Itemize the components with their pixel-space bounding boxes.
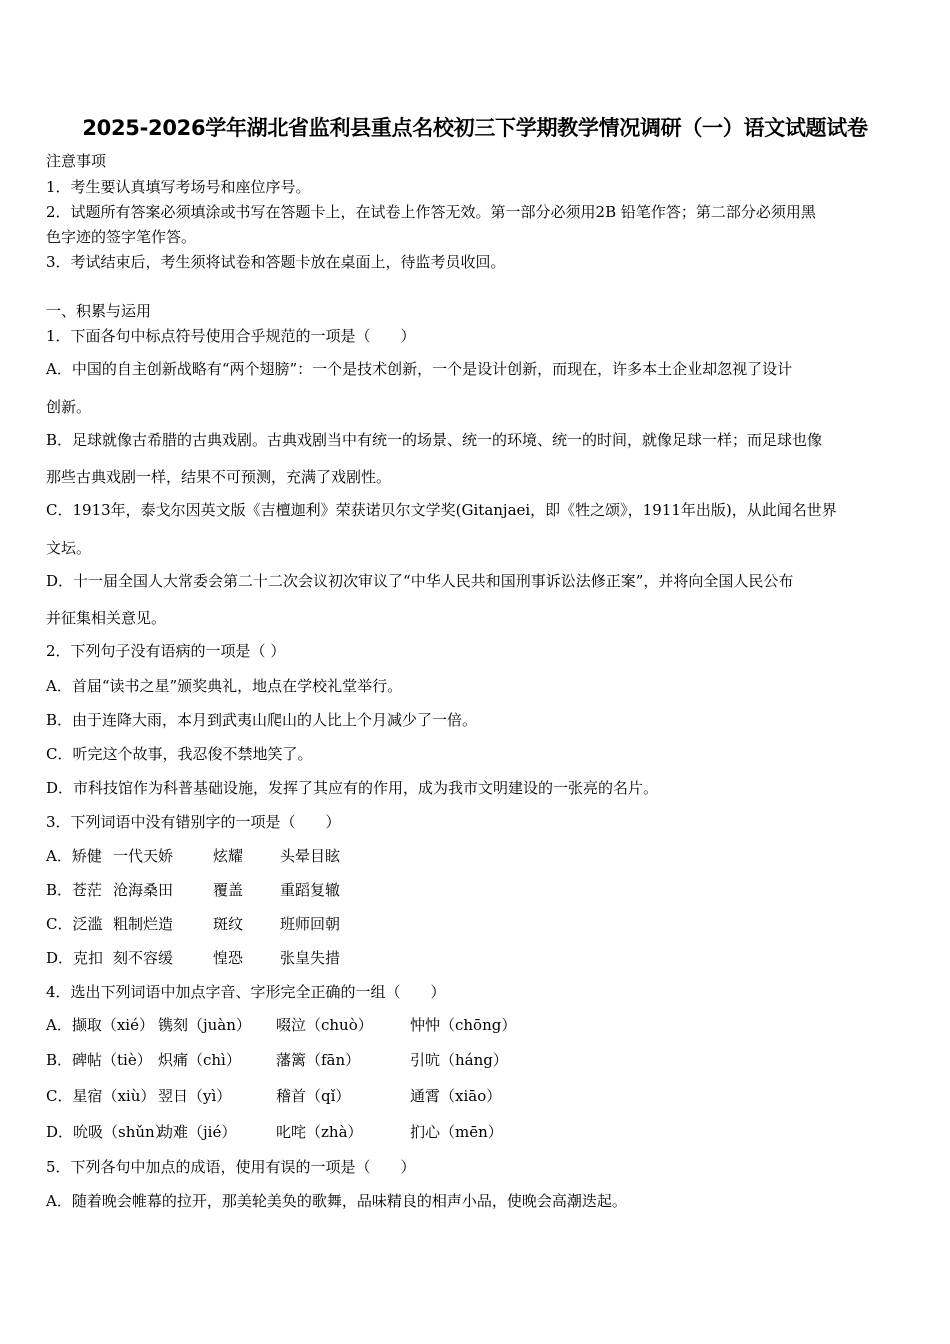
option-row: A．撷取（xié） 镌刻（juàn） 啜泣（chuò） 忡忡（chōng） — [46, 1016, 517, 1034]
option-text: 并征集相关意见。 — [46, 609, 167, 627]
option-text: D．市科技馆作为科普基础设施，发挥了其应有的作用，成为我市文明建设的一张亮的名片。 — [46, 779, 659, 797]
section-heading: 一、积累与运用 — [46, 302, 152, 320]
option-text: B．由于连降大雨，本月到武夷山爬山的人比上个月减少了一倍。 — [46, 711, 478, 729]
notice-item: 2．试题所有答案必须填涂或书写在答题卡上，在试卷上作答无效。第一部分必须用2B 铅笔作答；第二部分必须用黑 — [46, 203, 816, 221]
question-stem: 2．下列句子没有语病的一项是（ ） — [46, 642, 286, 660]
option-text: C．听完这个故事，我忍俊不禁地笑了。 — [46, 745, 313, 763]
question-stem: 1．下面各句中标点符号使用合乎规范的一项是（ ） — [46, 327, 416, 345]
notice-item: 色字迹的签字笔作答。 — [46, 228, 197, 246]
notice-item: 3．考试结束后，考生须将试卷和答题卡放在桌面上，待监考员收回。 — [46, 253, 506, 271]
option-row: C．泛滥 粗制烂造 斑纹 班师回朝 — [46, 915, 341, 933]
question-stem: 4．选出下列词语中加点字音、字形完全正确的一组（ ） — [46, 983, 446, 1001]
option-text: C．1913年，泰戈尔因英文版《吉檀迦利》荣获诺贝尔文学奖(Gitanjaei，即《牲之颂》，1911年出版)，从此闻名世界 — [46, 501, 837, 519]
option-text: B．足球就像古希腊的古典戏剧。古典戏剧当中有统一的场景、统一的环境、统一的时间，就像足球一样；而足球也像 — [46, 431, 823, 449]
option-row: D．吮吸（shǔn）劫难（jié） 叱咤（zhà） 扪心（mēn） — [46, 1123, 503, 1141]
option-text: 文坛。 — [46, 539, 92, 557]
option-text: A．中国的自主创新战略有“两个翅膀”：一个是技术创新，一个是设计创新，而现在，许多本土企业却忽视了设计 — [46, 360, 793, 378]
option-row: A．矫健 一代天娇 炫耀 头晕目眩 — [46, 847, 341, 865]
option-row: B．苍茫 沧海桑田 覆盖 重蹈复辙 — [46, 881, 341, 899]
notice-heading: 注意事项 — [46, 152, 107, 170]
option-text: 那些古典戏剧一样，结果不可预测，充满了戏剧性。 — [46, 468, 392, 486]
notice-item: 1．考生要认真填写考场号和座位序号。 — [46, 178, 311, 196]
option-row: B．碑帖（tiè） 炽痛（chì） 藩篱（fān） 引吭（háng） — [46, 1051, 508, 1069]
option-text: D．十一届全国人大常委会第二十二次会议初次审议了“中华人民共和国刑事诉讼法修正案”，并将向全国人民公布 — [46, 572, 794, 590]
option-text: A．随着晚会帷幕的拉开，那美轮美奂的歌舞，品味精良的相声小品，使晚会高潮迭起。 — [46, 1192, 627, 1210]
option-text: 创新。 — [46, 398, 92, 416]
question-stem: 3．下列词语中没有错别字的一项是（ ） — [46, 813, 341, 831]
question-stem: 5．下列各句中加点的成语，使用有误的一项是（ ） — [46, 1158, 416, 1176]
option-row: C．星宿（xiù） 翌日（yì） 稽首（qǐ） 通霄（xiāo） — [46, 1087, 502, 1105]
page-title: 2025-2026学年湖北省监利县重点名校初三下学期教学情况调研（一）语文试题试卷 — [82, 116, 868, 140]
option-text: A．首届“读书之星”颁奖典礼，地点在学校礼堂举行。 — [46, 677, 403, 695]
option-row: D．克扣 刻不容缓 惶恐 张皇失措 — [46, 949, 341, 967]
